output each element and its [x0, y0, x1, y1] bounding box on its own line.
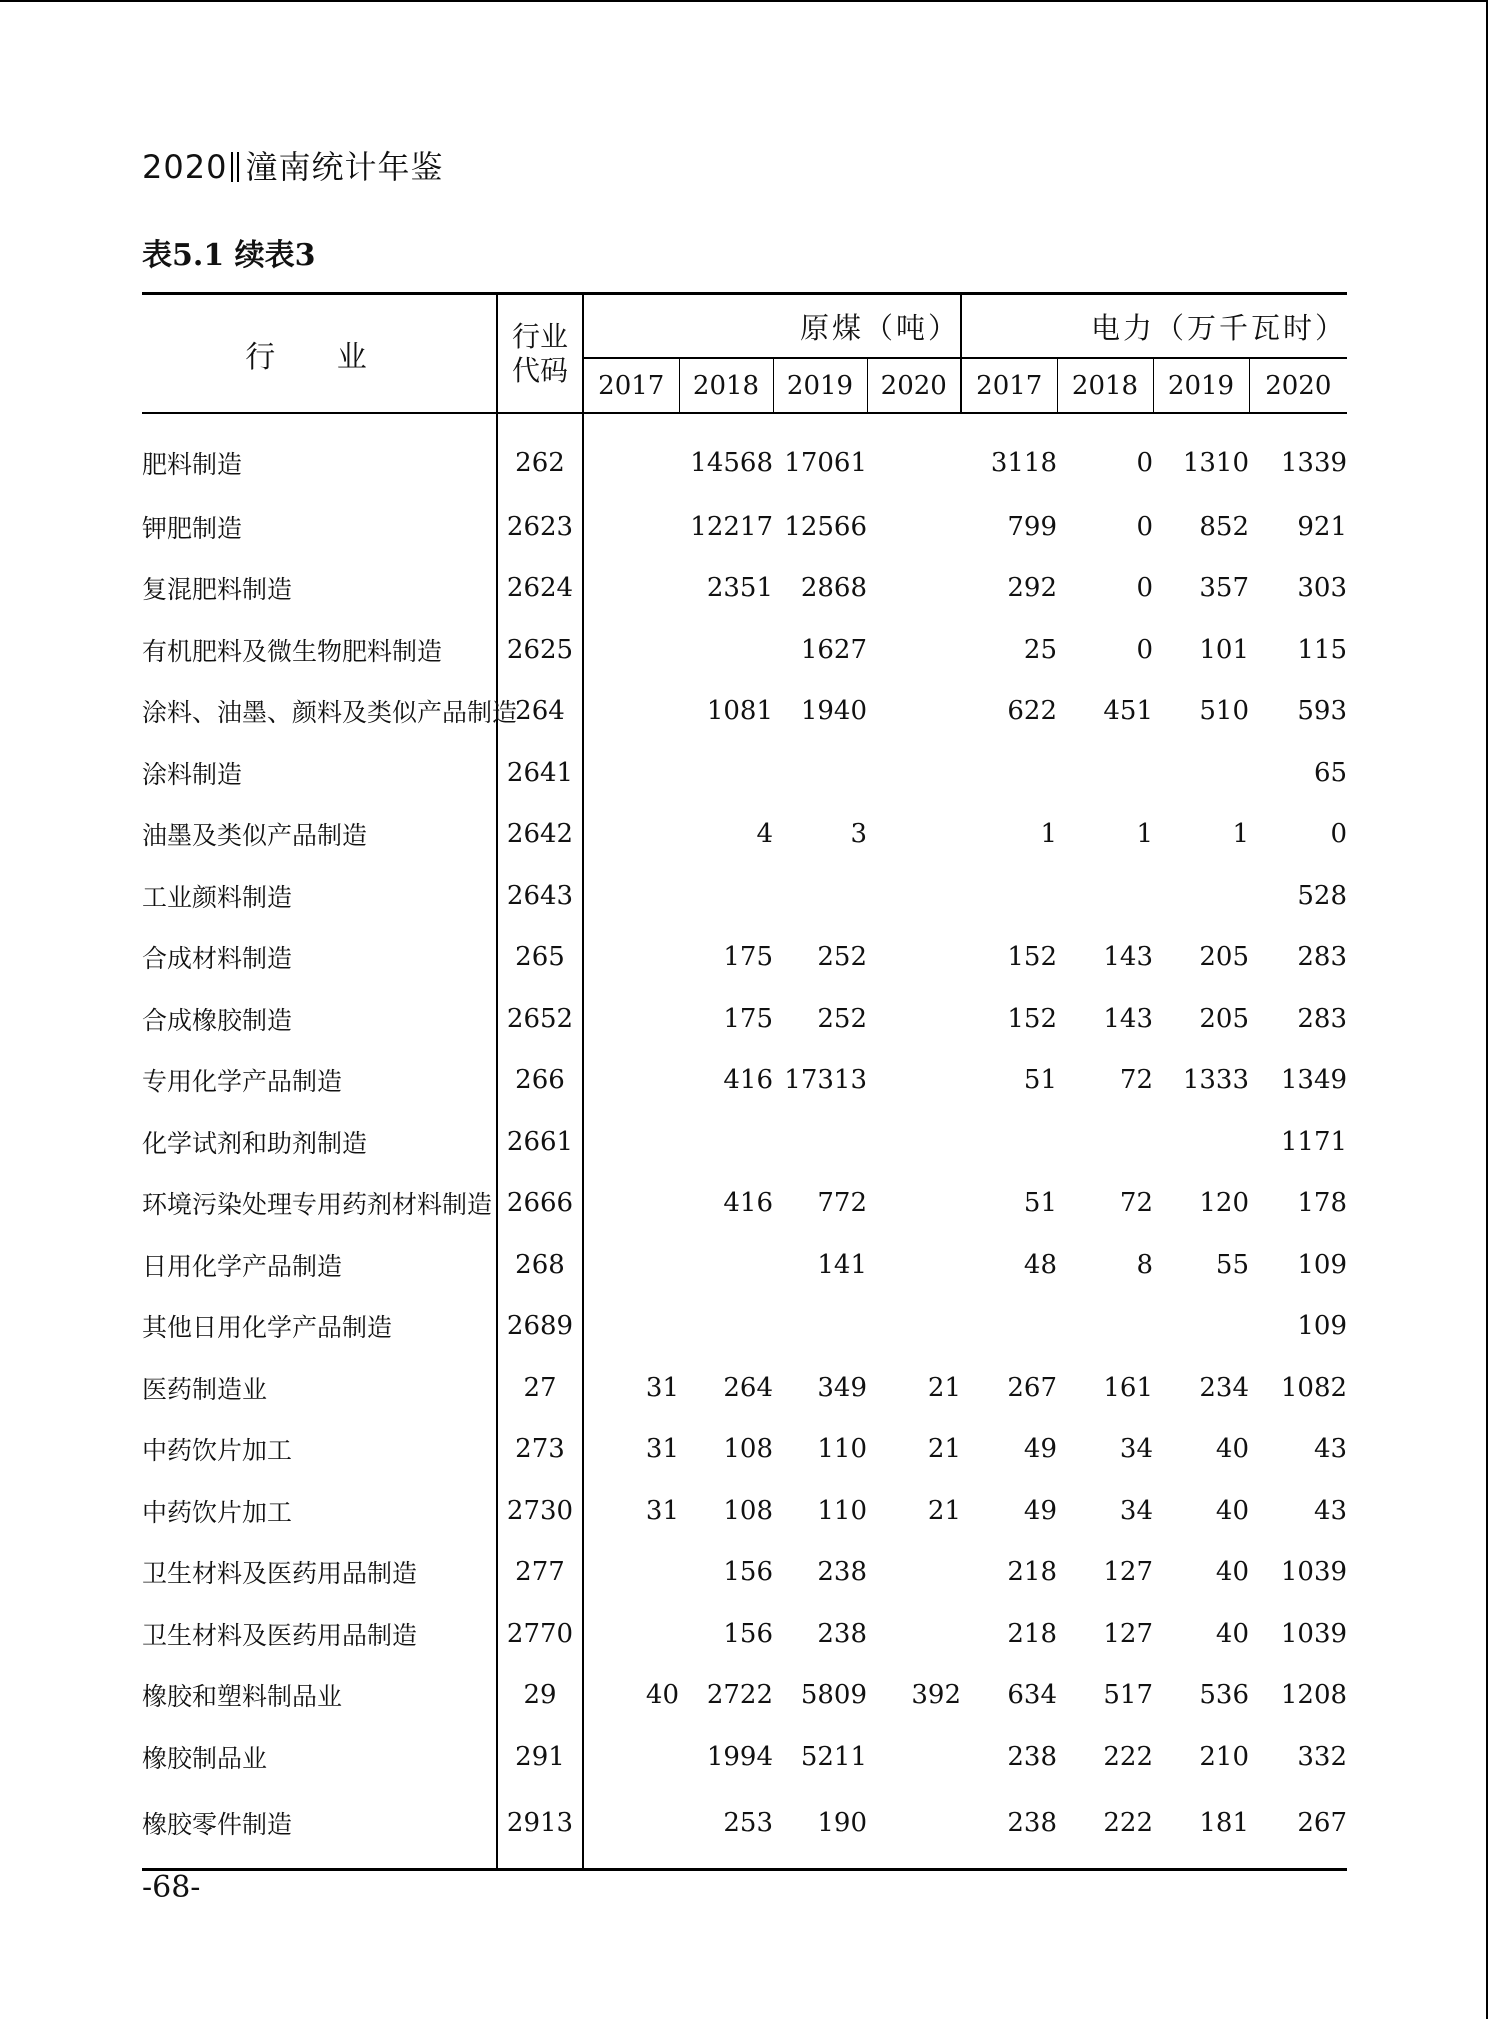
coal-value-cell: 17061 [784, 448, 867, 478]
industry-code-cell: 2730 [497, 1480, 583, 1542]
table-title: 表5.1 续表3 [142, 238, 316, 273]
power-value-cell: 178 [1297, 1188, 1348, 1219]
power-value-cell [1153, 1111, 1249, 1173]
coal-value-cell [583, 1234, 679, 1296]
power-value-cell: 1 [1040, 819, 1058, 850]
coal-value-cell [583, 1173, 679, 1235]
coal-year-header: 2017 [583, 358, 679, 413]
coal-value-cell: 3 [850, 819, 867, 850]
power-year-header: 2020 [1249, 358, 1347, 413]
industry-code-cell: 2643 [497, 865, 583, 927]
coal-value-cell: 190 [773, 1788, 867, 1870]
table-row [142, 1050, 1347, 1112]
table-row [142, 1542, 1347, 1604]
power-value-cell: 218 [1007, 1557, 1058, 1588]
power-value-cell: 517 [1103, 1680, 1154, 1711]
coal-value-cell [583, 927, 679, 989]
running-head-title: 潼南统计年鉴 [245, 148, 444, 186]
coal-value-cell: 31 [645, 1434, 679, 1465]
coal-value-cell: 238 [817, 1618, 867, 1649]
power-value-cell: 49 [1023, 1434, 1058, 1465]
industry-name-cell: 钾肥制造 [142, 496, 497, 558]
industry-name-cell: 有机肥料及微生物肥料制造 [142, 619, 497, 681]
coal-value-cell: 17313 [784, 1065, 867, 1096]
power-value-cell: 205 [1199, 1003, 1250, 1034]
power-value-cell: 51 [1023, 1188, 1058, 1219]
table-row [142, 927, 1347, 989]
running-head-year: 2020 [142, 148, 228, 186]
coal-value-cell: 31 [645, 1495, 679, 1526]
table-row [142, 1357, 1347, 1419]
power-value-cell: 1349 [1280, 1065, 1348, 1096]
industry-name-cell: 工业颜料制造 [142, 865, 497, 927]
industry-code-cell: 2641 [497, 742, 583, 804]
page-number: -68- [142, 1870, 201, 1905]
power-value-cell: 238 [1007, 1741, 1058, 1772]
coal-value-cell [583, 865, 679, 927]
industry-code-cell: 273 [497, 1419, 583, 1481]
coal-value-cell [867, 619, 961, 681]
power-value-cell: 528 [1297, 880, 1348, 911]
coal-value-cell [583, 742, 679, 804]
power-value-cell: 101 [1199, 634, 1250, 665]
coal-value-cell: 5211 [800, 1741, 867, 1772]
power-value-cell: 622 [1007, 696, 1058, 727]
coal-value-cell [867, 1296, 961, 1358]
power-value-cell: 634 [1007, 1680, 1058, 1711]
power-value-cell: 152 [1007, 942, 1058, 973]
coal-value-cell: 392 [911, 1680, 962, 1711]
power-value-cell: 120 [1199, 1188, 1250, 1219]
industry-name-cell: 涂料制造 [142, 742, 497, 804]
power-value-cell: 222 [1057, 1788, 1153, 1870]
coal-value-cell [867, 1173, 961, 1235]
table-row [142, 1173, 1347, 1235]
coal-value-cell [583, 1788, 679, 1870]
coal-value-cell [583, 496, 679, 558]
coal-value-cell [867, 804, 961, 866]
coal-value-cell: 253 [679, 1788, 773, 1870]
power-value-cell: 34 [1119, 1434, 1154, 1465]
power-value-cell: 303 [1297, 573, 1348, 604]
power-year-header: 2019 [1153, 358, 1249, 413]
industry-name-cell: 合成橡胶制造 [142, 988, 497, 1050]
coal-value-cell: 31 [645, 1372, 679, 1403]
statistics-table [142, 292, 1347, 1871]
table-row [142, 1603, 1347, 1665]
power-value-cell: 51 [1023, 1065, 1058, 1096]
power-value-cell [1057, 742, 1153, 804]
coal-value-cell: 108 [723, 1434, 773, 1465]
power-value-cell: 43 [1313, 1495, 1348, 1526]
table-row [142, 681, 1347, 743]
power-value-cell [1153, 742, 1249, 804]
coal-value-cell: 141 [817, 1249, 867, 1280]
industry-code-cell: 2652 [497, 988, 583, 1050]
coal-value-cell [583, 804, 679, 866]
power-value-cell: 1339 [1280, 448, 1348, 478]
power-value-cell: 8 [1136, 1249, 1154, 1280]
power-value-cell: 55 [1215, 1249, 1250, 1280]
power-value-cell: 1 [1232, 819, 1250, 850]
coal-value-cell [583, 619, 679, 681]
coal-value-cell [867, 413, 961, 496]
coal-value-cell [773, 1296, 867, 1358]
power-value-cell: 0 [1136, 448, 1154, 478]
power-value-cell: 49 [1023, 1495, 1058, 1526]
industry-code-cell: 2623 [497, 496, 583, 558]
running-head [142, 142, 443, 188]
header-row-1 [142, 294, 1347, 359]
industry-code-cell: 268 [497, 1234, 583, 1296]
coal-value-cell [867, 1603, 961, 1665]
separator-mark [231, 152, 239, 182]
industry-code-cell: 262 [497, 413, 583, 496]
coal-value-cell [867, 865, 961, 927]
coal-value-cell [583, 1296, 679, 1358]
power-value-cell: 283 [1297, 1003, 1348, 1034]
table-row [142, 1296, 1347, 1358]
coal-value-cell: 175 [723, 942, 773, 973]
coal-value-cell: 1994 [706, 1741, 773, 1772]
coal-value-cell: 156 [723, 1618, 773, 1649]
coal-value-cell [583, 1603, 679, 1665]
power-value-cell: 210 [1199, 1741, 1250, 1772]
coal-value-cell [583, 1542, 679, 1604]
power-value-cell: 205 [1199, 942, 1250, 973]
table-row [142, 1111, 1347, 1173]
power-value-cell: 72 [1119, 1065, 1154, 1096]
power-value-cell [1057, 1111, 1153, 1173]
power-value-cell: 127 [1103, 1618, 1154, 1649]
power-value-cell [1057, 865, 1153, 927]
coal-value-cell: 21 [927, 1372, 962, 1403]
coal-value-cell [867, 1234, 961, 1296]
power-value-cell [1153, 1296, 1249, 1358]
coal-value-cell: 416 [723, 1065, 773, 1096]
industry-code-cell: 2661 [497, 1111, 583, 1173]
power-value-cell: 25 [1023, 634, 1058, 665]
industry-name-cell: 卫生材料及医药用品制造 [142, 1542, 497, 1604]
table-row [142, 1419, 1347, 1481]
coal-value-cell [867, 1726, 961, 1788]
coal-value-cell [583, 988, 679, 1050]
power-value-cell: 852 [1199, 511, 1250, 542]
industry-name-cell: 复混肥料制造 [142, 558, 497, 620]
coal-value-cell [679, 619, 773, 681]
table-row [142, 804, 1347, 866]
coal-value-cell: 110 [817, 1495, 867, 1526]
coal-value-cell: 264 [723, 1372, 773, 1403]
coal-value-cell: 2351 [706, 573, 773, 604]
power-value-cell: 267 [1007, 1372, 1058, 1403]
power-value-cell: 283 [1297, 942, 1348, 973]
table-row [142, 865, 1347, 927]
coal-value-cell: 2722 [706, 1680, 773, 1711]
coal-value-cell: 252 [817, 1003, 867, 1034]
coal-year-header: 2018 [679, 358, 773, 413]
coal-value-cell [679, 865, 773, 927]
coal-value-cell [773, 742, 867, 804]
code-header-text: 行业代码 [511, 319, 568, 387]
power-value-cell: 127 [1103, 1557, 1154, 1588]
coal-value-cell [679, 1111, 773, 1173]
industry-code-cell: 266 [497, 1050, 583, 1112]
industry-code-cell: 264 [497, 681, 583, 743]
power-value-cell: 536 [1199, 1680, 1250, 1711]
industry-name-cell: 专用化学产品制造 [142, 1050, 497, 1112]
table-row [142, 1788, 1347, 1870]
power-value-cell: 161 [1103, 1372, 1154, 1403]
coal-value-cell: 416 [723, 1188, 773, 1219]
industry-name-cell: 卫生材料及医药用品制造 [142, 1603, 497, 1665]
power-value-cell: 65 [1313, 757, 1348, 788]
power-value-cell: 1039 [1280, 1618, 1348, 1649]
power-value-cell: 1082 [1280, 1372, 1348, 1403]
industry-header: 行 业 [142, 294, 497, 414]
power-value-cell: 40 [1215, 1618, 1250, 1649]
power-value-cell: 0 [1330, 819, 1348, 850]
industry-name-cell: 肥料制造 [142, 413, 497, 496]
coal-value-cell: 40 [645, 1680, 679, 1711]
industry-code-cell: 2913 [497, 1788, 583, 1870]
power-value-cell [961, 1111, 1057, 1173]
industry-code-cell: 277 [497, 1542, 583, 1604]
power-value-cell: 143 [1103, 1003, 1154, 1034]
power-value-cell: 267 [1249, 1788, 1347, 1870]
industry-code-cell: 2624 [497, 558, 583, 620]
coal-value-cell: 12566 [784, 511, 867, 542]
coal-value-cell [867, 927, 961, 989]
industry-code-cell: 2666 [497, 1173, 583, 1235]
power-value-cell: 1039 [1280, 1557, 1348, 1588]
coal-value-cell [773, 1111, 867, 1173]
coal-value-cell: 21 [927, 1495, 962, 1526]
power-value-cell [961, 865, 1057, 927]
power-value-cell: 921 [1297, 511, 1348, 542]
power-header: 电力（万千瓦时） [961, 294, 1347, 359]
power-value-cell: 292 [1007, 573, 1058, 604]
industry-name-cell: 油墨及类似产品制造 [142, 804, 497, 866]
coal-value-cell [679, 1296, 773, 1358]
coal-value-cell: 1940 [800, 696, 867, 727]
power-value-cell: 115 [1297, 634, 1348, 665]
power-value-cell: 0 [1136, 634, 1154, 665]
industry-name-cell: 中药饮片加工 [142, 1480, 497, 1542]
power-value-cell: 593 [1297, 696, 1348, 727]
coal-header: 原煤（吨） [583, 294, 961, 359]
power-value-cell: 40 [1215, 1434, 1250, 1465]
power-year-header: 2017 [961, 358, 1057, 413]
table-row [142, 742, 1347, 804]
power-value-cell: 109 [1297, 1249, 1348, 1280]
coal-value-cell [583, 558, 679, 620]
coal-value-cell [867, 558, 961, 620]
power-value-cell: 238 [961, 1788, 1057, 1870]
coal-value-cell: 110 [817, 1434, 867, 1465]
table-row [142, 1480, 1347, 1542]
power-value-cell: 799 [1007, 511, 1058, 542]
table-row [142, 496, 1347, 558]
industry-name-cell: 日用化学产品制造 [142, 1234, 497, 1296]
table-row [142, 413, 1347, 496]
industry-name-cell: 合成材料制造 [142, 927, 497, 989]
coal-year-header: 2020 [867, 358, 961, 413]
industry-name-cell: 环境污染处理专用药剂材料制造 [142, 1173, 497, 1235]
power-value-cell: 3118 [990, 448, 1058, 478]
power-value-cell: 40 [1215, 1557, 1250, 1588]
coal-value-cell: 349 [817, 1372, 867, 1403]
power-value-cell: 357 [1199, 573, 1250, 604]
table-row [142, 988, 1347, 1050]
power-value-cell: 1333 [1182, 1065, 1250, 1096]
table-body [142, 413, 1347, 1869]
table-row [142, 1234, 1347, 1296]
industry-code-cell: 2689 [497, 1296, 583, 1358]
coal-value-cell [583, 1050, 679, 1112]
coal-value-cell [583, 413, 679, 496]
coal-value-cell: 4 [756, 819, 773, 850]
industry-name-cell: 橡胶和塑料制品业 [142, 1665, 497, 1727]
power-value-cell: 218 [1007, 1618, 1058, 1649]
power-value-cell: 451 [1103, 696, 1154, 727]
industry-code-cell: 2770 [497, 1603, 583, 1665]
coal-value-cell [867, 681, 961, 743]
power-value-cell [1153, 865, 1249, 927]
power-year-header: 2018 [1057, 358, 1153, 413]
coal-value-cell [679, 1234, 773, 1296]
coal-value-cell: 12217 [690, 511, 773, 542]
coal-value-cell [867, 496, 961, 558]
power-value-cell: 40 [1215, 1495, 1250, 1526]
coal-value-cell: 175 [723, 1003, 773, 1034]
coal-value-cell: 1627 [800, 634, 867, 665]
coal-value-cell: 156 [723, 1557, 773, 1588]
coal-year-header: 2019 [773, 358, 867, 413]
industry-name-cell: 中药饮片加工 [142, 1419, 497, 1481]
coal-value-cell [583, 681, 679, 743]
power-value-cell [961, 1296, 1057, 1358]
power-value-cell: 72 [1119, 1188, 1154, 1219]
power-value-cell: 234 [1199, 1372, 1250, 1403]
power-value-cell: 43 [1313, 1434, 1348, 1465]
table-row [142, 558, 1347, 620]
industry-name-cell: 医药制造业 [142, 1357, 497, 1419]
industry-code-cell: 29 [497, 1665, 583, 1727]
industry-name-cell: 涂料、油墨、颜料及类似产品制造 [142, 681, 497, 743]
coal-value-cell [867, 742, 961, 804]
coal-value-cell: 772 [817, 1188, 867, 1219]
industry-name-cell: 橡胶制品业 [142, 1726, 497, 1788]
power-value-cell: 48 [1023, 1249, 1058, 1280]
industry-code-cell: 265 [497, 927, 583, 989]
industry-name-cell: 化学试剂和助剂制造 [142, 1111, 497, 1173]
power-value-cell: 0 [1136, 511, 1154, 542]
coal-value-cell [867, 1050, 961, 1112]
power-value-cell: 0 [1136, 573, 1154, 604]
power-value-cell: 109 [1297, 1311, 1348, 1342]
coal-value-cell: 14568 [690, 448, 773, 478]
code-header [497, 294, 583, 414]
power-value-cell: 152 [1007, 1003, 1058, 1034]
power-value-cell: 143 [1103, 942, 1154, 973]
coal-value-cell [773, 865, 867, 927]
table-row [142, 1665, 1347, 1727]
coal-value-cell: 108 [723, 1495, 773, 1526]
industry-code-cell: 291 [497, 1726, 583, 1788]
coal-value-cell [867, 1542, 961, 1604]
power-value-cell: 510 [1199, 696, 1250, 727]
industry-name-cell: 橡胶零件制造 [142, 1788, 497, 1870]
industry-code-cell: 2625 [497, 619, 583, 681]
industry-name-cell: 其他日用化学产品制造 [142, 1296, 497, 1358]
power-value-cell [961, 742, 1057, 804]
coal-value-cell: 2868 [800, 573, 867, 604]
coal-value-cell: 1081 [706, 696, 773, 727]
coal-value-cell [867, 1111, 961, 1173]
coal-value-cell: 21 [927, 1434, 962, 1465]
coal-value-cell [679, 742, 773, 804]
power-value-cell [1057, 1296, 1153, 1358]
power-value-cell: 1 [1136, 819, 1154, 850]
power-value-cell: 332 [1297, 1741, 1348, 1772]
coal-value-cell: 238 [817, 1557, 867, 1588]
industry-code-cell: 2642 [497, 804, 583, 866]
power-value-cell: 222 [1103, 1741, 1154, 1772]
power-value-cell: 1310 [1182, 448, 1250, 478]
coal-value-cell: 5809 [800, 1680, 867, 1711]
coal-value-cell [867, 1788, 961, 1870]
coal-value-cell [867, 988, 961, 1050]
table-row [142, 619, 1347, 681]
power-value-cell: 1208 [1280, 1680, 1348, 1711]
coal-value-cell [583, 1726, 679, 1788]
industry-code-cell: 27 [497, 1357, 583, 1419]
coal-value-cell [583, 1111, 679, 1173]
table-row [142, 1726, 1347, 1788]
power-value-cell: 34 [1119, 1495, 1154, 1526]
power-value-cell: 1171 [1280, 1126, 1348, 1157]
coal-value-cell: 252 [817, 942, 867, 973]
power-value-cell: 181 [1153, 1788, 1249, 1870]
